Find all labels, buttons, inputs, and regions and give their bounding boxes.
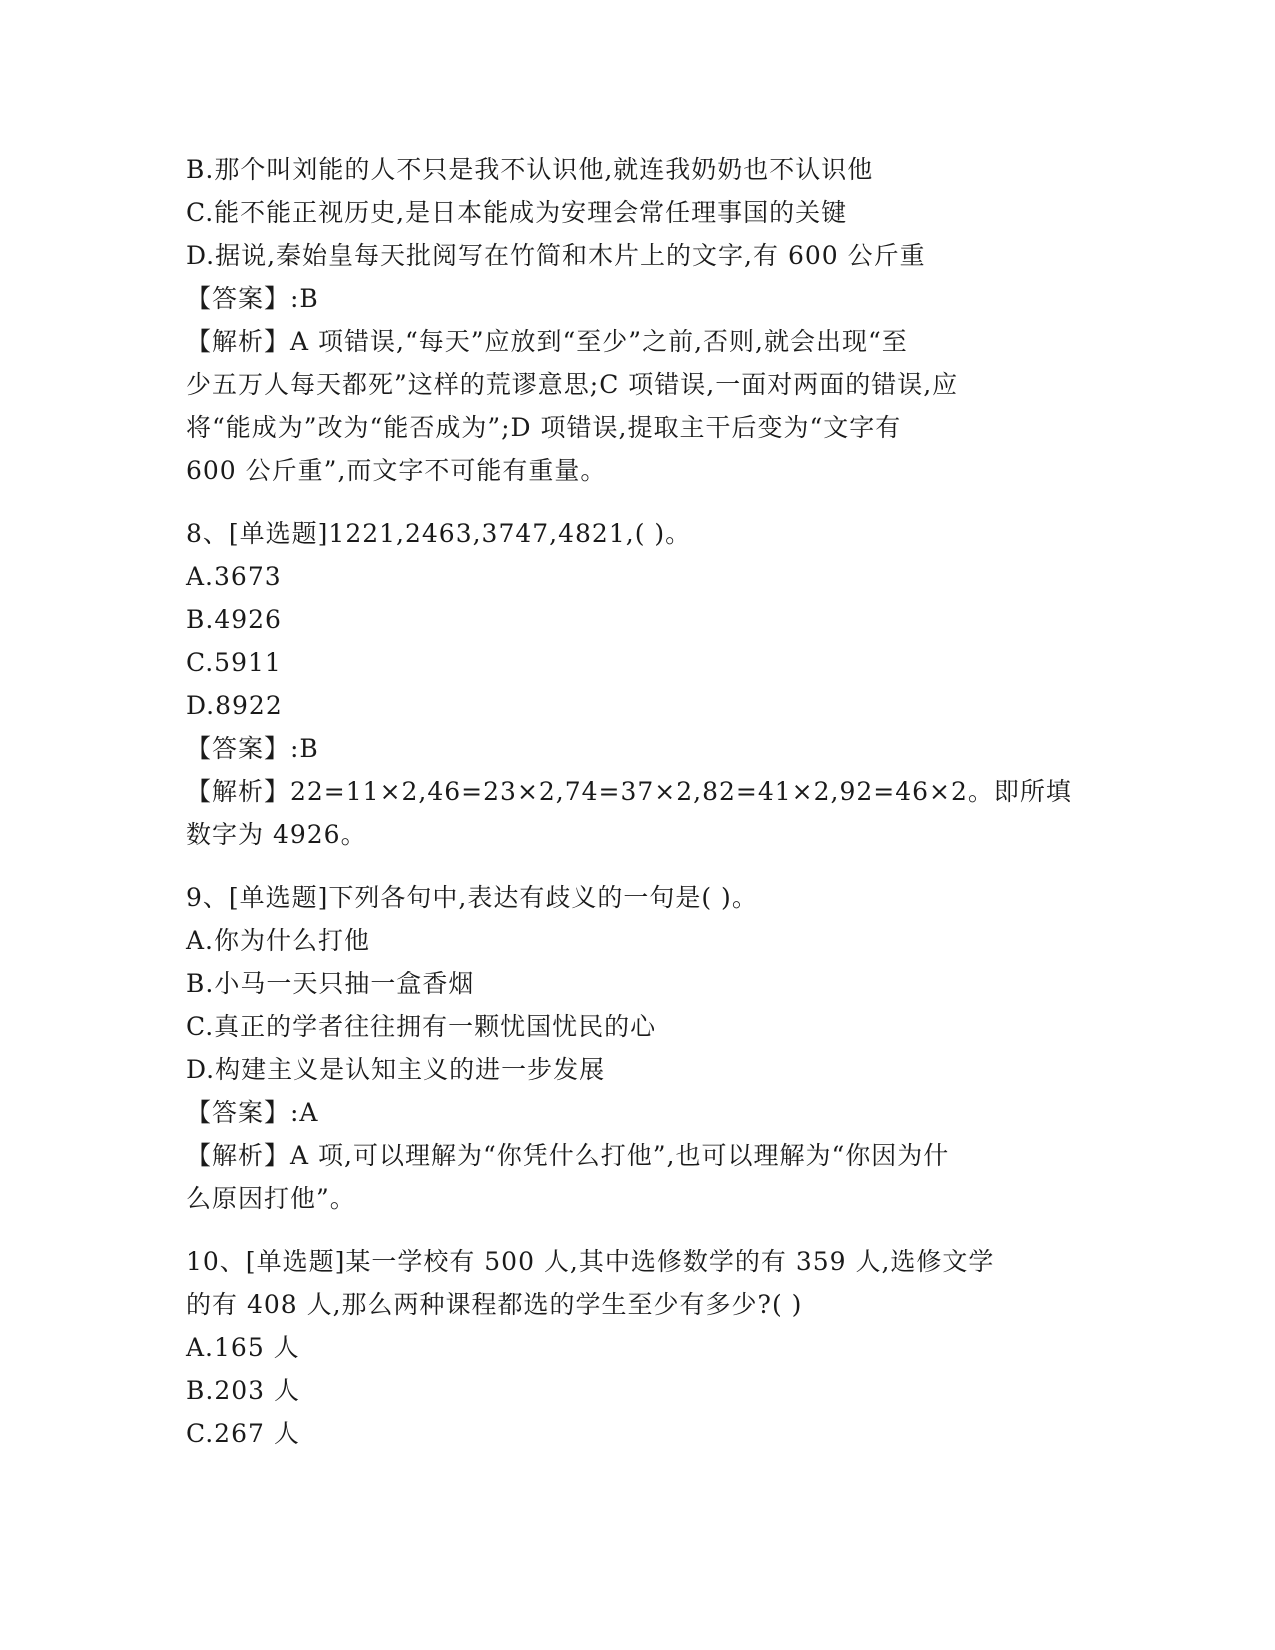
option-b: B.小马一天只抽一盒香烟 <box>186 969 475 998</box>
option-b: B.4926 <box>186 605 282 634</box>
question-title: 8、[单选题]1221,2463,3747,4821,( )。 <box>186 519 692 548</box>
answer: 【答案】:B <box>186 284 319 313</box>
option-d: D.据说,秦始皇每天批阅写在竹简和木片上的文字,有 600 公斤重 <box>186 241 926 270</box>
analysis-line: 数字为 4926。 <box>186 820 367 849</box>
analysis-line: 么原因打他”。 <box>186 1184 356 1213</box>
option-c: C.能不能正视历史,是日本能成为安理会常任理事国的关键 <box>186 198 848 227</box>
option-d: D.构建主义是认知主义的进一步发展 <box>186 1055 606 1084</box>
document-content <box>186 148 1086 1455</box>
question-title-line: 10、[单选题]某一学校有 500 人,其中选修数学的有 359 人,选修文学 <box>186 1247 995 1276</box>
question-title-line: 的有 408 人,那么两种课程都选的学生至少有多少?( ) <box>186 1290 803 1319</box>
analysis-line: 将“能成为”改为“能否成为”;D 项错误,提取主干后变为“文字有 <box>186 413 902 442</box>
analysis-line: 【解析】A 项,可以理解为“你凭什么打他”,也可以理解为“你因为什 <box>186 1141 950 1170</box>
option-c: C.真正的学者往往拥有一颗忧国忧民的心 <box>186 1012 657 1041</box>
question-title: 9、[单选题]下列各句中,表达有歧义的一句是( )。 <box>186 883 758 912</box>
analysis-line: 少五万人每天都死”这样的荒谬意思;C 项错误,一面对两面的错误,应 <box>186 370 959 399</box>
answer: 【答案】:B <box>186 734 319 763</box>
analysis-line: 【解析】A 项错误,“每天”应放到“至少”之前,否则,就会出现“至 <box>186 327 908 356</box>
option-b: B.那个叫刘能的人不只是我不认识他,就连我奶奶也不认识他 <box>186 155 874 184</box>
question-9 <box>186 876 1086 1220</box>
option-c: C.5911 <box>186 648 282 677</box>
option-a: A.3673 <box>186 562 282 591</box>
question-10 <box>186 1240 1086 1455</box>
option-a: A.165 人 <box>186 1333 300 1362</box>
option-b: B.203 人 <box>186 1376 300 1405</box>
analysis-line: 【解析】22=11×2,46=23×2,74=37×2,82=41×2,92=46×2。即所填 <box>186 777 1072 806</box>
option-c: C.267 人 <box>186 1419 300 1448</box>
option-d: D.8922 <box>186 691 283 720</box>
analysis-line: 600 公斤重”,而文字不可能有重量。 <box>186 456 607 485</box>
answer: 【答案】:A <box>186 1098 319 1127</box>
option-a: A.你为什么打他 <box>186 926 371 955</box>
question-7-tail <box>186 148 1086 492</box>
question-8 <box>186 512 1086 856</box>
